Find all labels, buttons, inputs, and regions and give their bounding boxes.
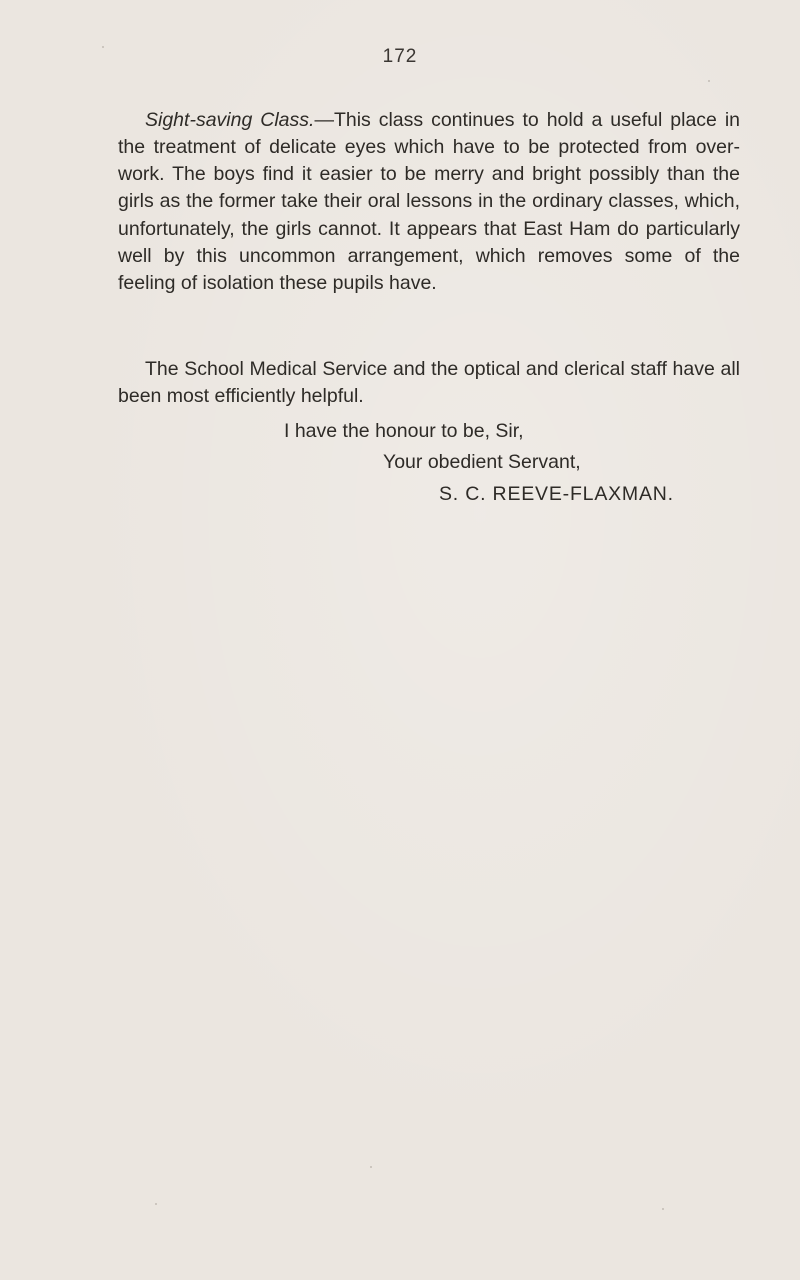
page-number: 172	[382, 46, 418, 67]
paper-speck	[102, 46, 104, 48]
paragraph-sight-saving-class	[118, 107, 740, 298]
signature: S. C. REEVE-FLAXMAN.	[439, 483, 674, 505]
paper-speck	[155, 1203, 157, 1205]
closing-line: Your obedient Servant,	[383, 451, 581, 473]
closing-line: I have the honour to be, Sir,	[284, 420, 524, 442]
paragraph-text: —This class continues to hold a useful place in the treatment of delicate eyes which have to be protected from over-work. The boys find it easier to be merry and bright possibly than the girls as the former take their oral lessons in the ordinary classes, which, unfortunately, the girls cannot. It appears that East Ham do particularly well by this uncommon arrangement, which removes some of the feeling of isolation these pupils have.	[118, 108, 741, 295]
paragraph-acknowledgement: The School Medical Service and the optical and clerical staff have all been most efficiently helpful.	[118, 357, 740, 407]
paper-speck	[370, 1166, 372, 1168]
paper-speck	[708, 80, 710, 82]
paper-speck	[662, 1208, 664, 1210]
run-in-heading: Sight-saving Class.	[145, 108, 315, 131]
